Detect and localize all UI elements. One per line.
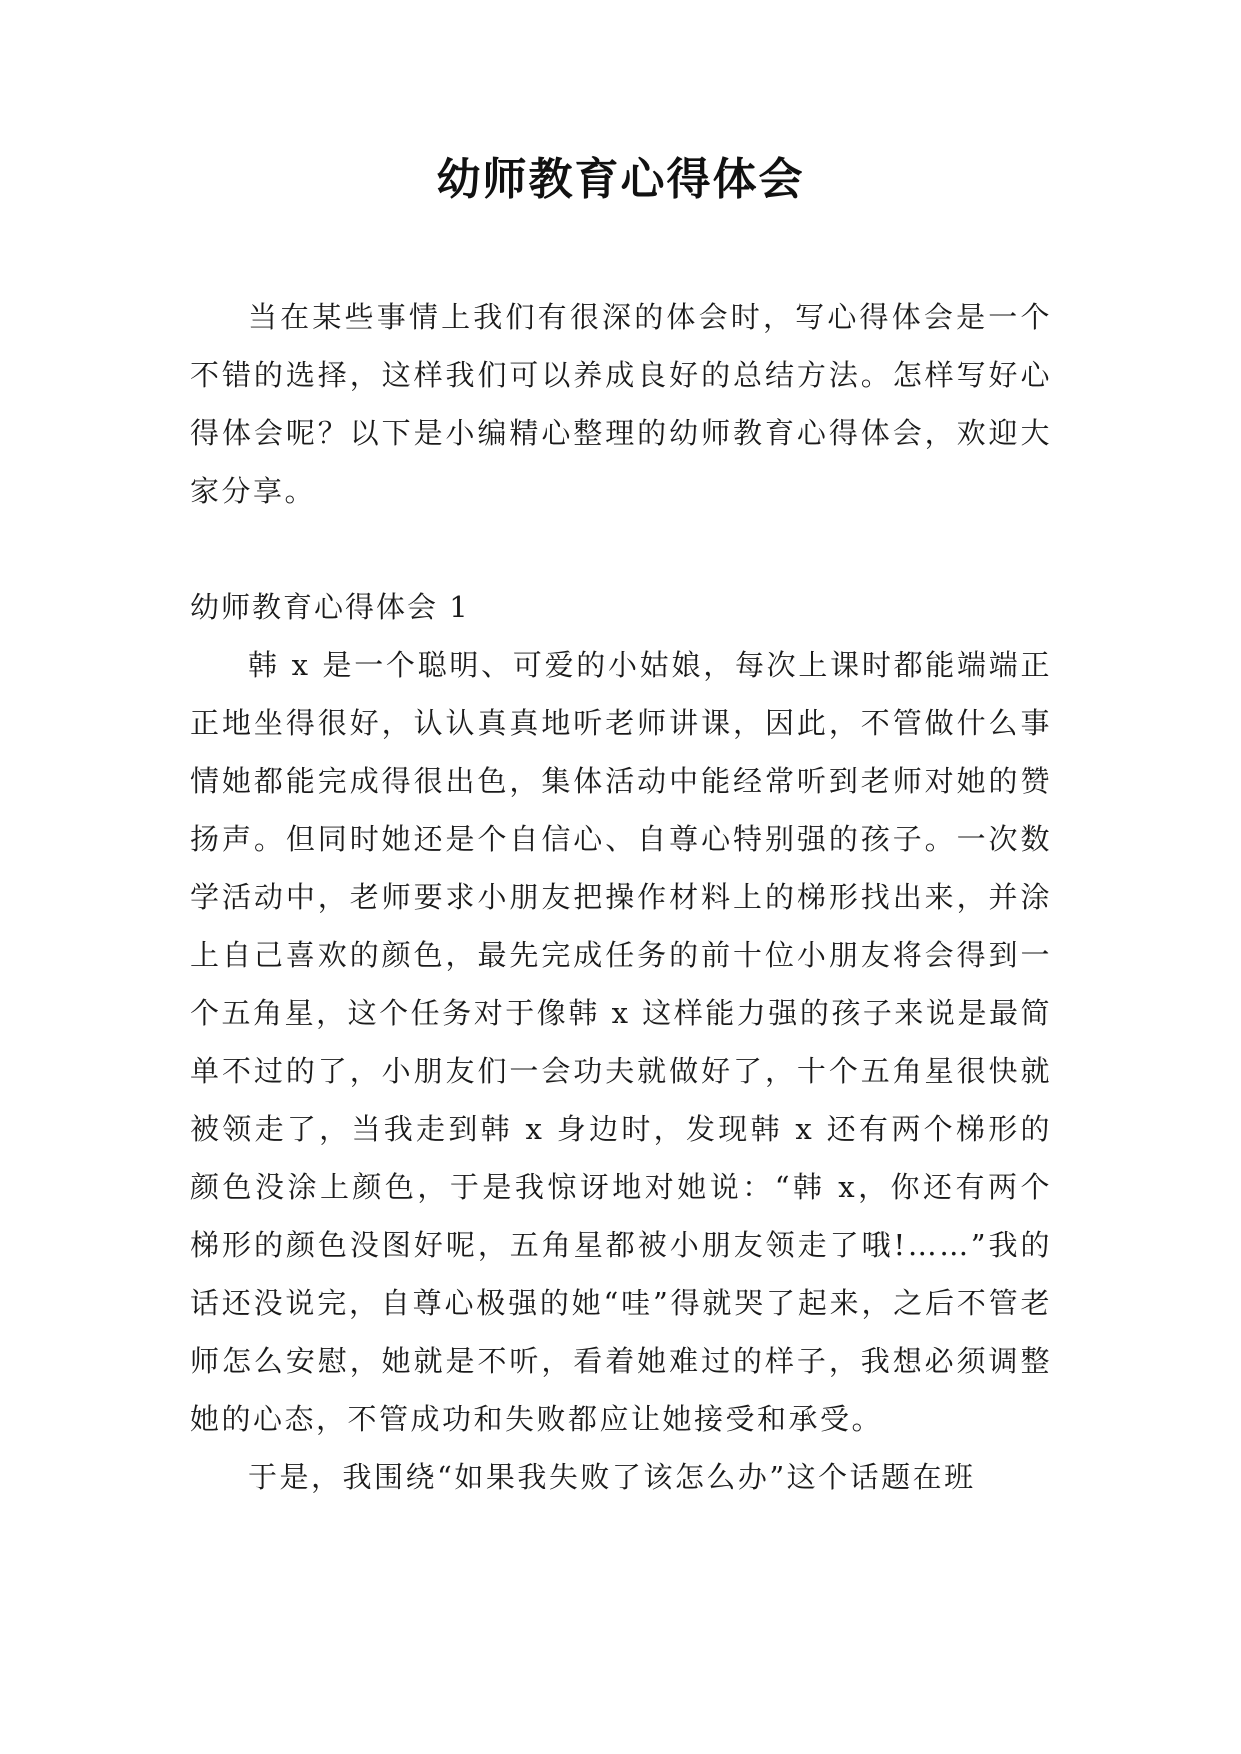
section-heading: 幼师教育心得体会 1 bbox=[190, 590, 470, 624]
intro-paragraph: 当在某些事情上我们有很深的体会时，写心得体会是一个不错的选择，这样我们可以养成良好的总结方法。怎样写好心得体会呢？以下是小编精心整理的幼师教育心得体会，欢迎大家分享。 bbox=[190, 300, 1052, 508]
body-paragraph: 韩 x 是一个聪明、可爱的小姑娘，每次上课时都能端端正正地坐得很好，认认真真地听老师讲课，因此，不管做什么事情她都能完成得很出色，集体活动中能经常听到老师对她的赞扬声。但同时她还是个自信心、自尊心特别强的孩子。一次数学活动中，老师要求小朋友把操作材料上的梯形找出来，并涂上自己喜欢的颜色，最先完成任务的前十位小朋友将会得到一个五角星，这个任务对于像韩 x 这样能力强的孩子来说是最简单不过的了，小朋友们一会功夫就做好了，十个五角星很快就被领走了，当我走到韩 x 身边时，发现韩 x 还有两个梯形的颜色没涂上颜色，于是我惊讶地对她说：“韩 x，你还有两个梯形的颜色没图好呢，五角星都被小朋友领走了哦!……”我的话还没说完，自尊心极强的她“哇”得就哭了起来，之后不管老师怎么安慰，她就是不听，看着她难过的样子，我想必须调整她的心态，不管成功和失败都应让她接受和承受。 bbox=[190, 648, 1052, 1436]
document-title: 幼师教育心得体会 bbox=[436, 154, 805, 205]
paragraph-spacer bbox=[190, 520, 1052, 578]
document-body bbox=[190, 288, 1052, 1506]
body-paragraph: 于是，我围绕“如果我失败了该怎么办”这个话题在班 bbox=[248, 1460, 976, 1494]
